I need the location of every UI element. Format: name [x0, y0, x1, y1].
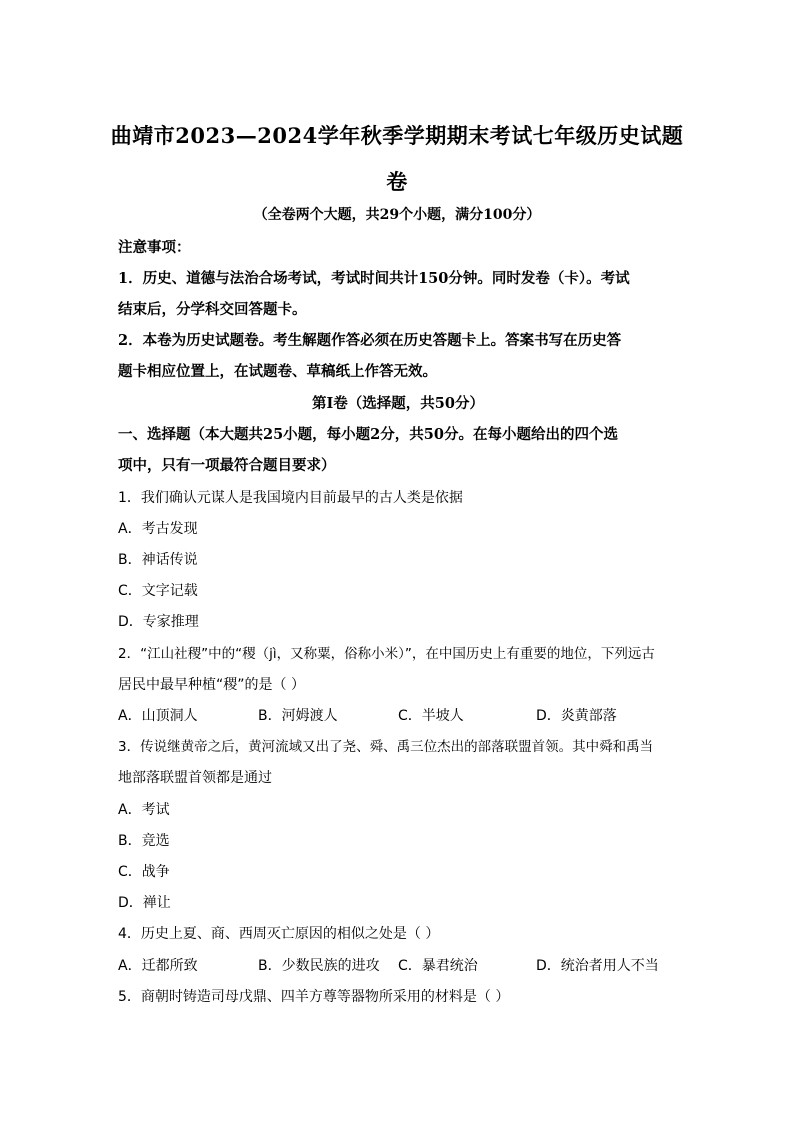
- question-4-option-c: C．暴君统治: [398, 958, 478, 974]
- part1-heading: 第Ⅰ卷（选择题，共50分）: [312, 395, 484, 412]
- question-1-option-d: D．专家推理: [118, 614, 199, 630]
- part1-instructions-line2: 项中，只有一项最符合题目要求）: [118, 457, 336, 474]
- question-4-option-a: A．迁都所致: [118, 958, 198, 974]
- question-4-option-d: D．统治者用人不当: [536, 958, 659, 974]
- question-3-stem-line2: 地部落联盟首领都是通过: [118, 770, 272, 786]
- question-3-option-c: C．战争: [118, 864, 170, 880]
- notes-heading: 注意事项：: [118, 239, 191, 256]
- question-4-stem: 4．历史上夏、商、西周灭亡原因的相似之处是（ ）: [118, 926, 440, 942]
- question-4-option-b: B．少数民族的进攻: [258, 958, 380, 974]
- exam-subtitle: （全卷两个大题，共29个小题，满分100分）: [253, 207, 541, 223]
- question-1-option-b: B．神话传说: [118, 552, 198, 568]
- question-2-option-c: C．半坡人: [398, 708, 464, 724]
- question-2-stem-line2: 居民中最早种植“稷”的是（ ）: [118, 677, 305, 693]
- question-2-stem-line1: 2．“江山社稷”中的“稷（jì，又称粟，俗称小米）”，在中国历史上有重要的地位，下列远古: [118, 646, 655, 662]
- exam-title-line2: 卷: [386, 169, 408, 194]
- question-1-stem: 1．我们确认元谋人是我国境内目前最早的古人类是依据: [118, 490, 463, 506]
- question-3-option-a: A．考试: [118, 802, 170, 818]
- question-2-options: [118, 705, 678, 727]
- question-5-stem: 5．商朝时铸造司母戊鼎、四羊方尊等器物所采用的材料是（ ）: [118, 989, 510, 1005]
- question-1-option-c: C．文字记载: [118, 583, 198, 599]
- question-3-stem-line1: 3．传说继黄帝之后，黄河流域又出了尧、舜、禹三位杰出的部落联盟首领。其中舜和禹当: [118, 739, 654, 755]
- question-2-option-b: B．河姆渡人: [258, 708, 338, 724]
- question-3-option-d: D．禅让: [118, 895, 171, 911]
- question-3-option-b: B．竞选: [118, 833, 170, 849]
- question-2-option-a: A．山顶洞人: [118, 708, 198, 724]
- exam-title-line1: 曲靖市2023—2024学年秋季学期期末考试七年级历史试题: [110, 123, 684, 148]
- note-1-line2: 结束后，分学科交回答题卡。: [118, 301, 307, 318]
- note-1-line1: 1．历史、道德与法治合场考试，考试时间共计150分钟。同时发卷（卡）。考试: [118, 270, 630, 287]
- note-2-line1: 2．本卷为历史试题卷。考生解题作答必须在历史答题卡上。答案书写在历史答: [118, 332, 622, 349]
- question-2-option-d: D．炎黄部落: [536, 708, 617, 724]
- question-1-option-a: A．考古发现: [118, 521, 198, 537]
- question-4-options: [118, 955, 678, 977]
- note-2-line2: 题卡相应位置上，在试题卷、草稿纸上作答无效。: [118, 363, 437, 380]
- part1-instructions-line1: 一、选择题（本大题共25小题，每小题2分，共50分。在每小题给出的四个选: [118, 426, 618, 443]
